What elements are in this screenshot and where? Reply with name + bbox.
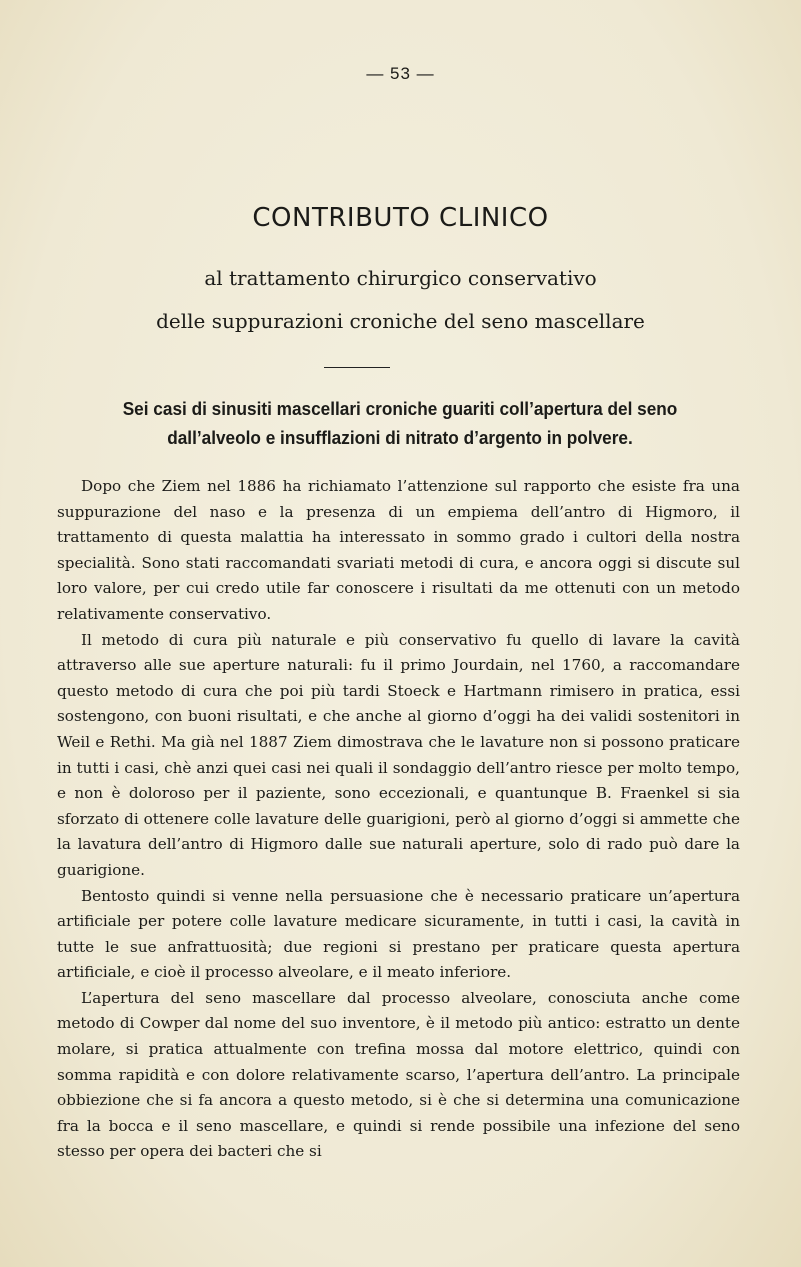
paragraph: Dopo che Ziem nel 1886 ha richiamato l’attenzione sul rapporto che esiste fra una suppurazione del naso e la presenza di un empiema dell’antro di Higmoro, il trattamento di questa malattia ha interessato in sommo grado i cultori della nostra specialità. Sono stati raccomandati svariati metodi di cura, e ancora oggi si discute sul loro valore, per cui credo utile far conoscere i risultati da me ottenuti con un metodo relativamente conservativo. <box>57 477 740 623</box>
section-divider <box>324 367 390 368</box>
article-subtitle-line1: al trattamento chirurgico conservativo <box>204 266 597 290</box>
paragraph: L’apertura del seno mascellare dal processo alveolare, conosciuta anche come metodo di Cowper dal nome del suo inventore, è il metodo più antico: estratto un dente molare, si pratica attualmente con trefina mossa dal motore elettrico, quindi con somma rapidità e con dolore relativamente scarso, l’apertura dell’antro. La principale obbiezione che si fa ancora a questo metodo, si è che si determina una comunicazione fra la bocca e il seno mascellare, e quindi si rende possibile una infezione del seno stesso per opera dei bacteri che si <box>57 988 740 1161</box>
body-text <box>57 474 740 1165</box>
section-heading: Sei casi di sinusiti mascellari croniche guariti coll’apertura del seno dall’alveolo e insufflazioni di nitrato d’argento in polvere. <box>122 398 678 448</box>
paragraph: Il metodo di cura più naturale e più conservativo fu quello di lavare la cavità attraverso alle sue aperture naturali: fu il primo Jourdain, nel 1760, a raccomandare questo metodo di cura che poi più tardi Stoeck e Hartmann rimisero in pratica, essi sostengono, con buoni risultati, e che anche al giorno d’oggi ha dei validi sostenitori in Weil e Rethi. Ma già nel 1887 Ziem dimostrava che le lavature non si possono praticare in tutti i casi, chè anzi quei casi nei quali il sondaggio dell’antro riesce per molto tempo, e non è doloroso per il paziente, sono eccezionali, e quantunque B. Fraenkel si sia sforzato di ottenere colle lavature delle guarigioni, però al giorno d’oggi si ammette che la lavatura dell’antro di Higmoro dalle sue naturali aperture, solo di rado può dare la guarigione. <box>57 630 740 879</box>
paragraph: Bentosto quindi si venne nella persuasione che è necessario praticare un’apertura artificiale per potere colle lavature medicare sicuramente, in tutti i casi, la cavità in tutte le sue anfrattuosità; due regioni si prestano per praticare questa apertura artificiale, e cioè il processo alveolare, e il meato inferiore. <box>57 886 740 982</box>
article-subtitle-line2: delle suppurazioni croniche del seno mascellare <box>156 309 645 333</box>
page-number: — 53 — <box>366 64 435 83</box>
article-title: CONTRIBUTO CLINICO <box>252 203 549 233</box>
